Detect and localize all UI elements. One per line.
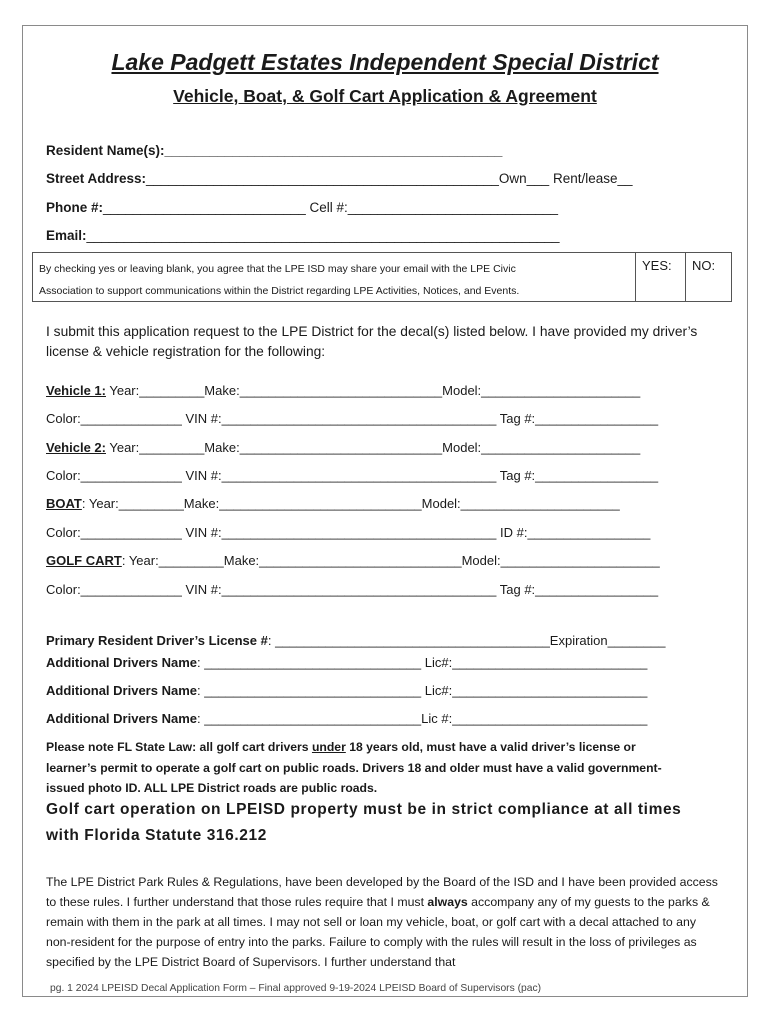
email-label: Email: xyxy=(46,228,87,243)
compliance-line-1: Golf cart operation on LPEISD property must be in strict compliance at all times xyxy=(46,801,682,818)
golf-cart-color-vin-tag[interactable]: Color:______________ VIN #:______________________________________ Tag #:_________________ xyxy=(46,582,659,597)
resident-name-field[interactable]: Resident Name(s):_____________________________________________ xyxy=(46,143,503,158)
additional-driver-3-blank[interactable]: : ______________________________Lic #:___________________________ xyxy=(197,711,648,726)
phone-label: Phone #: xyxy=(46,200,104,215)
page-subtitle: Vehicle, Boat, & Golf Cart Application & Agreement xyxy=(173,86,597,106)
law-note-1a: Please note FL State Law: all golf cart drivers xyxy=(46,740,312,754)
rules-part-1: The LPE District Park Rules & Regulations, have been developed by the Board of the ISD and I have been provided access to these rules. I further understand that those rules require that I must xyxy=(46,875,718,909)
boat-label: BOAT xyxy=(46,496,82,511)
additional-driver-2-field[interactable] xyxy=(46,683,647,698)
consent-yes-box[interactable]: YES: xyxy=(635,253,685,301)
law-note-under: under xyxy=(311,740,346,754)
rules-emphasis: always xyxy=(427,895,468,909)
vehicle-1-color-vin-tag[interactable]: Color:______________ VIN #:______________________________________ Tag #:_________________ xyxy=(46,411,659,426)
law-note-1b: 18 years old, must have a valid driver’s license or xyxy=(345,740,636,754)
phone-field[interactable] xyxy=(46,200,558,215)
additional-driver-2-label: Additional Drivers Name xyxy=(46,683,197,698)
boat-year-make-model[interactable]: : Year:_________Make:____________________________Model:______________________ xyxy=(81,496,620,511)
consent-no-box[interactable]: NO: xyxy=(685,253,731,301)
law-note-line-1 xyxy=(46,740,636,754)
additional-driver-3-label: Additional Drivers Name xyxy=(46,711,197,726)
vehicle-2-year-make-model[interactable]: Year:_________Make:____________________________Model:______________________ xyxy=(105,440,641,455)
boat-color-vin-id[interactable]: Color:______________ VIN #:______________________________________ ID #:_________________ xyxy=(46,525,651,540)
consent-text xyxy=(39,258,519,302)
primary-license-label: Primary Resident Driver’s License # xyxy=(46,633,268,648)
law-note-line-3: issued photo ID. ALL LPE District roads are public roads. xyxy=(46,781,378,795)
primary-license-blank[interactable]: : ______________________________________Expiration________ xyxy=(267,633,666,648)
rules-part-2: accompany any of my guests to the parks & remain with them in the park at all times. I may not sell or loan my vehicle, boat, or golf cart with a decal attached to any non-resident for the purpose of entry into the parks. Failure to comply with the rules will result in the loss of privileges as specified by the LPE District Board of Supervisors. I further understand that xyxy=(46,895,710,969)
vehicle-1-label: Vehicle 1: xyxy=(46,383,106,398)
additional-driver-1-label: Additional Drivers Name xyxy=(46,655,197,670)
consent-line-2: Association to support communications within the District regarding LPE Activities, Notices, and Events. xyxy=(39,285,520,297)
intro-paragraph: I submit this application request to the LPE District for the decal(s) listed below. I have provided my driver’s license & vehicle registration for the following: xyxy=(46,324,698,359)
email-consent-box xyxy=(32,252,732,302)
page-title: Lake Padgett Estates Independent Special District xyxy=(111,49,659,75)
email-field[interactable] xyxy=(46,228,560,243)
additional-driver-2-blank[interactable]: : ______________________________ Lic#:___________________________ xyxy=(197,683,648,698)
golf-cart-row[interactable] xyxy=(46,553,660,568)
rules-paragraph xyxy=(46,872,718,972)
law-note-line-2: learner’s permit to operate a golf cart on public roads. Drivers 18 and older must have a valid government- xyxy=(46,761,662,775)
additional-driver-3-field[interactable] xyxy=(46,711,647,726)
additional-driver-1-blank[interactable]: : ______________________________ Lic#:___________________________ xyxy=(197,655,648,670)
vehicle-1-row[interactable] xyxy=(46,383,640,398)
page-footer: pg. 1 2024 LPEISD Decal Application Form – Final approved 9-19-2024 LPEISD Board of Supervisors (pac) xyxy=(50,983,542,994)
boat-row[interactable] xyxy=(46,496,620,511)
vehicle-1-year-make-model[interactable]: Year:_________Make:____________________________Model:______________________ xyxy=(105,383,641,398)
phone-cell-blank[interactable]: ___________________________ Cell #:____________________________ xyxy=(103,200,558,215)
additional-driver-1-field[interactable] xyxy=(46,655,647,670)
email-blank[interactable]: _______________________________________________________________ xyxy=(86,228,560,243)
street-address-label: Street Address: xyxy=(46,171,147,186)
compliance-line-2: with Florida Statute 316.212 xyxy=(46,827,267,844)
golf-cart-year-make-model[interactable]: : Year:_________Make:____________________________Model:______________________ xyxy=(121,553,660,568)
vehicle-2-row[interactable] xyxy=(46,440,640,455)
consent-line-1: By checking yes or leaving blank, you agree that the LPE ISD may share your email with the LPE Civic xyxy=(39,263,516,275)
primary-license-field[interactable] xyxy=(46,633,665,648)
vehicle-2-label: Vehicle 2: xyxy=(46,440,106,455)
street-address-blank[interactable]: _______________________________________________Own___ Rent/lease__ xyxy=(146,171,633,186)
street-address-field[interactable] xyxy=(46,171,633,186)
golf-cart-label: GOLF CART xyxy=(46,553,122,568)
vehicle-2-color-vin-tag[interactable]: Color:______________ VIN #:______________________________________ Tag #:_________________ xyxy=(46,468,659,483)
